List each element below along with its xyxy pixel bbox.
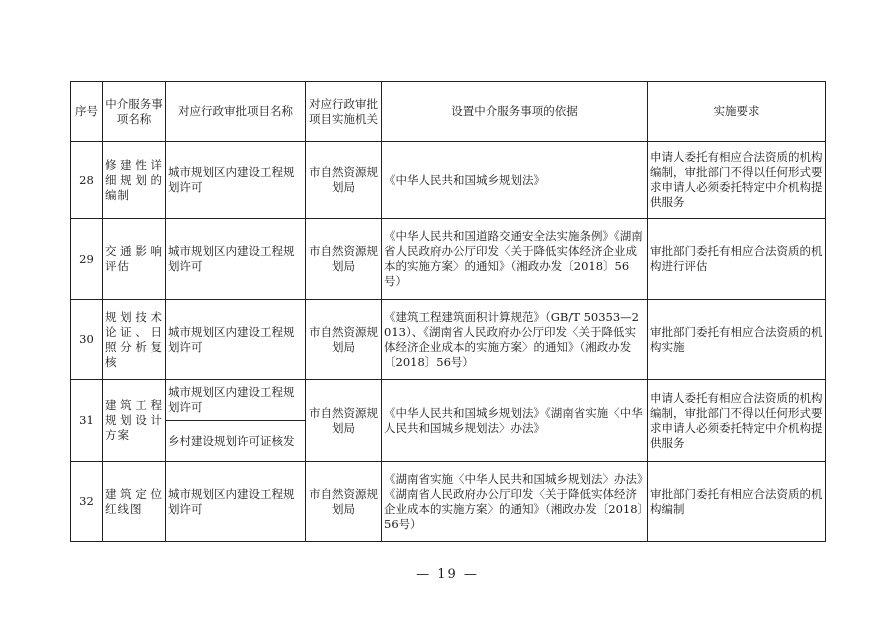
row-agency: 市自然资源规划局	[306, 219, 382, 300]
header-requirement: 实施要求	[648, 82, 826, 142]
header-basis: 设置中介服务事项的依据	[382, 82, 648, 142]
row-basis: 《中华人民共和国城乡规划法》	[382, 142, 648, 219]
table-row	[71, 462, 826, 542]
row-service-name: 修建性详细规划的编制	[103, 142, 166, 219]
row-requirement: 申请人委托有相应合法资质的机构编制，审批部门不得以任何形式要求申请人必须委托特定中介机构提供服务	[648, 380, 826, 462]
row-service-name: 建筑定位红线图	[103, 462, 166, 542]
row-basis: 《中华人民共和国城乡规划法》《湖南省实施〈中华人民共和国城乡规划法〉办法》	[382, 380, 648, 462]
row-requirement: 申请人委托有相应合法资质的机构编制，审批部门不得以任何形式要求申请人必须委托特定中介机构提供服务	[648, 142, 826, 219]
row-service-name: 建筑工程规划设计方案	[103, 380, 166, 462]
table-row	[71, 300, 826, 380]
page-number: — 19 —	[416, 567, 479, 582]
header-seq: 序号	[71, 82, 103, 142]
intermediary-services-table	[70, 81, 826, 542]
header-approval-item: 对应行政审批项目名称	[166, 82, 306, 142]
row-approval-item-secondary: 乡村建设规划许可证核发	[166, 421, 306, 462]
row-requirement: 审批部门委托有相应合法资质的机构进行评估	[648, 219, 826, 300]
row-approval-item: 城市规划区内建设工程规划许可	[166, 142, 306, 219]
row-seq: 32	[71, 462, 103, 542]
header-agency: 对应行政审批项目实施机关	[306, 82, 382, 142]
row-basis: 《湖南省实施〈中华人民共和国城乡规划法〉办法》《湖南省人民政府办公厅印发〈关于降低实体经济企业成本的实施方案〉的通知》（湘政办发〔2018〕56号）	[382, 462, 648, 542]
row-agency: 市自然资源规划局	[306, 380, 382, 462]
row-service-name: 规划技术论证、日照分析复核	[103, 300, 166, 380]
header-name: 中介服务事项名称	[103, 82, 166, 142]
row-agency: 市自然资源规划局	[306, 142, 382, 219]
row-seq: 28	[71, 142, 103, 219]
row-basis: 《中华人民共和国道路交通安全法实施条例》《湖南省人民政府办公厅印发〈关于降低实体经济企业成本的实施方案〉的通知》（湘政办发〔2018〕56号）	[382, 219, 648, 300]
row-agency: 市自然资源规划局	[306, 462, 382, 542]
row-basis: 《建筑工程建筑面积计算规范》（GB/T 50353—2013）、《湖南省人民政府办公厅印发〈关于降低实体经济企业成本的实施方案〉的通知》（湘政办发〔2018〕56号）	[382, 300, 648, 380]
row-seq: 29	[71, 219, 103, 300]
row-approval-item: 城市规划区内建设工程规划许可	[166, 219, 306, 300]
row-requirement: 审批部门委托有相应合法资质的机构实施	[648, 300, 826, 380]
row-seq: 31	[71, 380, 103, 462]
table-row	[71, 380, 826, 421]
row-approval-item: 城市规划区内建设工程规划许可	[166, 462, 306, 542]
table-row	[71, 219, 826, 300]
row-approval-item: 城市规划区内建设工程规划许可	[166, 300, 306, 380]
row-seq: 30	[71, 300, 103, 380]
row-approval-item: 城市规划区内建设工程规划许可	[166, 380, 306, 421]
row-service-name: 交通影响评估	[103, 219, 166, 300]
row-requirement: 审批部门委托有相应合法资质的机构编制	[648, 462, 826, 542]
table-row	[71, 142, 826, 219]
header-row	[71, 82, 826, 142]
row-agency: 市自然资源规划局	[306, 300, 382, 380]
